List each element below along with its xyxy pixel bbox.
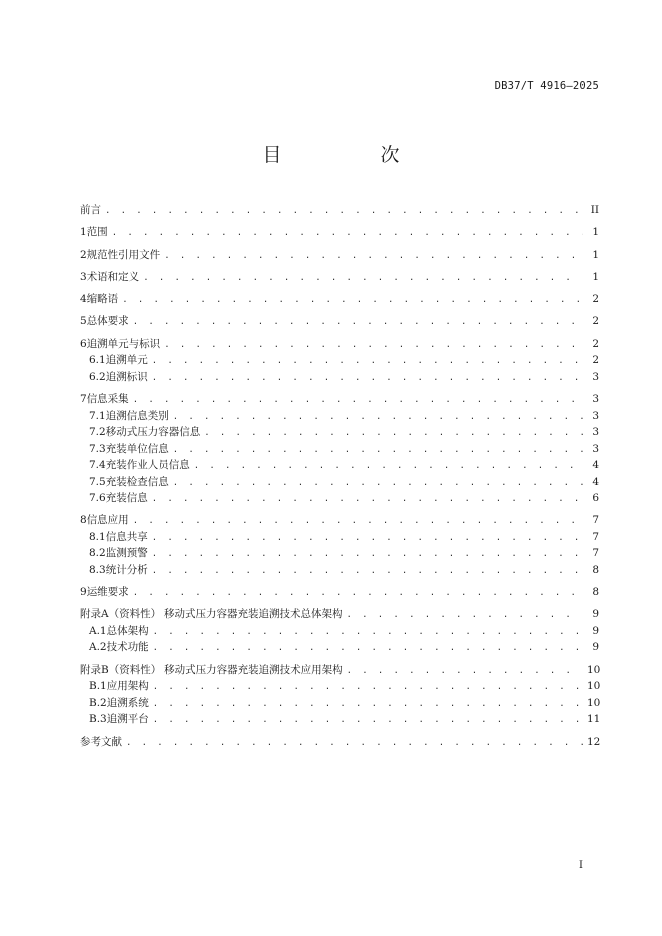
toc-entry-page: 4 xyxy=(592,459,599,472)
toc-entry[interactable] xyxy=(80,490,599,507)
toc-entry-label: 总体要求 xyxy=(86,315,129,328)
toc-entry-label: 充装单位信息 xyxy=(105,442,169,455)
dot-leader xyxy=(112,225,583,241)
dot-leader xyxy=(347,607,583,623)
toc-entry-label: 追溯单元与标识 xyxy=(86,337,161,350)
toc-entry[interactable] xyxy=(80,336,599,353)
toc-entry[interactable] xyxy=(80,224,599,241)
toc-entry-page: 8 xyxy=(592,586,599,599)
toc-entry-number: 2 xyxy=(80,248,87,261)
toc-entry-number: 6.1 xyxy=(89,354,106,367)
toc-entry-page: 10 xyxy=(587,680,601,693)
toc-entry-page: 3 xyxy=(592,426,599,439)
toc-entry[interactable] xyxy=(80,529,599,546)
toc-entry[interactable] xyxy=(80,512,599,529)
toc-entry-page: 7 xyxy=(592,547,599,560)
dot-leader xyxy=(194,458,583,474)
toc-entry-number: 4 xyxy=(80,293,87,306)
toc-entry[interactable] xyxy=(80,313,599,330)
toc-entry-page: 1 xyxy=(592,248,599,261)
toc-entry-number: 7.1 xyxy=(89,409,106,422)
toc-entry-number: 7.3 xyxy=(89,442,106,455)
dot-leader xyxy=(133,513,583,529)
page-number: I xyxy=(579,860,583,871)
toc-entry-label: 监测预警 xyxy=(105,547,148,560)
toc-entry-label: 追溯系统 xyxy=(106,696,149,709)
toc-entry-number: 8.1 xyxy=(89,530,106,543)
toc-entry[interactable] xyxy=(80,391,599,408)
toc-entry-label: 移动式压力容器充装追溯技术总体架构 xyxy=(164,608,343,621)
toc-entry-page: 3 xyxy=(592,370,599,383)
dot-leader xyxy=(152,353,583,369)
toc-entry-label: 移动式压力容器信息 xyxy=(105,426,201,439)
toc-entry-page: 9 xyxy=(592,608,599,621)
toc-entry-page: 11 xyxy=(587,713,601,726)
dot-leader xyxy=(133,392,583,408)
toc-entry-number: 8 xyxy=(80,514,87,527)
dot-leader xyxy=(143,270,583,286)
toc-entry-number: A.1 xyxy=(89,624,107,637)
toc-entry[interactable] xyxy=(80,474,599,491)
toc-entry-page: 2 xyxy=(592,354,599,367)
page-title: 目 次 xyxy=(262,144,440,166)
dot-leader xyxy=(153,712,583,728)
toc-entry-number: 1 xyxy=(80,226,87,239)
dot-leader xyxy=(347,663,583,679)
toc-entry[interactable] xyxy=(80,695,599,712)
toc-entry-number: 8.3 xyxy=(89,563,106,576)
toc-entry[interactable] xyxy=(80,457,599,474)
toc-entry-page: 2 xyxy=(592,315,599,328)
toc-entry-label: 缩略语 xyxy=(86,293,119,306)
dot-leader xyxy=(126,735,583,751)
toc-entry[interactable] xyxy=(80,247,599,264)
toc-entry-number: 附录A（资料性） xyxy=(80,608,162,621)
toc-entry-number: A.2 xyxy=(89,641,107,654)
toc-entry-page: 1 xyxy=(592,226,599,239)
toc-entry-page: 12 xyxy=(587,735,601,748)
dot-leader xyxy=(122,292,583,308)
dot-leader xyxy=(153,679,583,695)
toc-entry-number: 7.4 xyxy=(89,459,106,472)
toc-entry-label: 充装信息 xyxy=(105,492,148,505)
toc-entry[interactable] xyxy=(80,424,599,441)
toc-entry-number: 5 xyxy=(80,315,87,328)
toc-entry[interactable] xyxy=(80,623,599,640)
dot-leader xyxy=(105,203,583,219)
toc-entry-page: 3 xyxy=(592,442,599,455)
toc-entry-number: 6.2 xyxy=(89,370,106,383)
toc-entry-number: 附录B（资料性） xyxy=(80,663,162,676)
toc-entry-number: B.1 xyxy=(89,680,107,693)
toc-entry-page: 2 xyxy=(592,337,599,350)
toc-entry-label: 充装检查信息 xyxy=(105,475,169,488)
toc-entry[interactable] xyxy=(80,584,599,601)
toc-entry[interactable] xyxy=(80,678,599,695)
toc-entry[interactable] xyxy=(80,734,599,751)
document-code: DB37/T 4916—2025 xyxy=(494,80,599,92)
toc-entry-label: 统计分析 xyxy=(105,563,148,576)
dot-leader xyxy=(173,409,583,425)
toc-entry-page: II xyxy=(590,204,599,216)
toc-entry-page: 6 xyxy=(592,492,599,505)
dot-leader xyxy=(173,475,583,491)
dot-leader xyxy=(152,530,583,546)
toc-entry[interactable] xyxy=(80,352,599,369)
dot-leader xyxy=(164,337,583,353)
toc-entry[interactable] xyxy=(80,545,599,562)
toc-entry[interactable] xyxy=(80,291,599,308)
toc-entry-number: 6 xyxy=(80,337,87,350)
toc-entry-number: B.2 xyxy=(89,696,107,709)
toc-entry-number: B.3 xyxy=(89,713,107,726)
toc-entry[interactable] xyxy=(80,269,599,286)
toc-entry-number: 7 xyxy=(80,393,87,406)
toc-entry-number: 7.5 xyxy=(89,475,106,488)
dot-leader xyxy=(153,624,583,640)
dot-leader xyxy=(173,442,583,458)
toc-entry-page: 4 xyxy=(592,475,599,488)
toc-entry-number: 9 xyxy=(80,586,87,599)
toc-entry-number: 7.6 xyxy=(89,492,106,505)
toc-entry[interactable] xyxy=(80,606,599,623)
dot-leader xyxy=(152,491,583,507)
toc-entry-page: 2 xyxy=(592,293,599,306)
dot-leader xyxy=(153,640,583,656)
toc-entry-label: 信息应用 xyxy=(86,514,129,527)
dot-leader xyxy=(153,696,583,712)
toc-entry-label: 追溯标识 xyxy=(105,370,148,383)
toc-entry-label: 追溯平台 xyxy=(106,713,149,726)
toc-entry-page: 1 xyxy=(592,270,599,283)
dot-leader xyxy=(133,585,583,601)
toc-entry-number: 7.2 xyxy=(89,426,106,439)
toc-entry-label: 追溯单元 xyxy=(105,354,148,367)
toc-entry-label: 技术功能 xyxy=(106,641,149,654)
toc-entry[interactable] xyxy=(80,408,599,425)
toc-entry-page: 3 xyxy=(592,409,599,422)
dot-leader xyxy=(152,370,583,386)
dot-leader xyxy=(152,563,583,579)
toc-entry-label: 参考文献 xyxy=(80,735,122,748)
toc-entry[interactable] xyxy=(80,639,599,656)
toc-entry-page: 7 xyxy=(592,530,599,543)
toc-entry[interactable] xyxy=(80,202,599,219)
toc-entry-label: 规范性引用文件 xyxy=(86,248,161,261)
toc-entry[interactable] xyxy=(80,441,599,458)
toc-entry-label: 充装作业人员信息 xyxy=(105,459,190,472)
toc-entry-page: 3 xyxy=(592,393,599,406)
toc-entry-label: 术语和定义 xyxy=(86,270,140,283)
toc-entry-label: 运维要求 xyxy=(86,586,129,599)
toc-entry-label: 应用架构 xyxy=(106,680,149,693)
dot-leader xyxy=(164,248,583,264)
toc-entry[interactable] xyxy=(80,369,599,386)
dot-leader xyxy=(133,314,583,330)
toc-entry-number: 8.2 xyxy=(89,547,106,560)
toc-entry-label: 追溯信息类别 xyxy=(105,409,169,422)
toc-entry-label: 前言 xyxy=(80,204,101,216)
toc-entry-label: 信息共享 xyxy=(105,530,148,543)
toc-entry-page: 7 xyxy=(592,514,599,527)
toc-entry[interactable] xyxy=(80,711,599,728)
toc-entry-number: 3 xyxy=(80,270,87,283)
dot-leader xyxy=(152,546,583,562)
toc-entry-page: 8 xyxy=(592,563,599,576)
toc-entry-label: 总体架构 xyxy=(106,624,149,637)
toc-entry[interactable] xyxy=(80,562,599,579)
dot-leader xyxy=(204,425,583,441)
toc-entry-page: 10 xyxy=(587,696,601,709)
table-of-contents xyxy=(80,202,599,750)
toc-entry-page: 9 xyxy=(592,641,599,654)
toc-entry-label: 信息采集 xyxy=(86,393,129,406)
toc-entry[interactable] xyxy=(80,662,599,679)
toc-entry-page: 9 xyxy=(592,624,599,637)
toc-entry-page: 10 xyxy=(587,663,601,676)
toc-entry-label: 移动式压力容器充装追溯技术应用架构 xyxy=(164,663,343,676)
toc-entry-label: 范围 xyxy=(86,226,108,239)
